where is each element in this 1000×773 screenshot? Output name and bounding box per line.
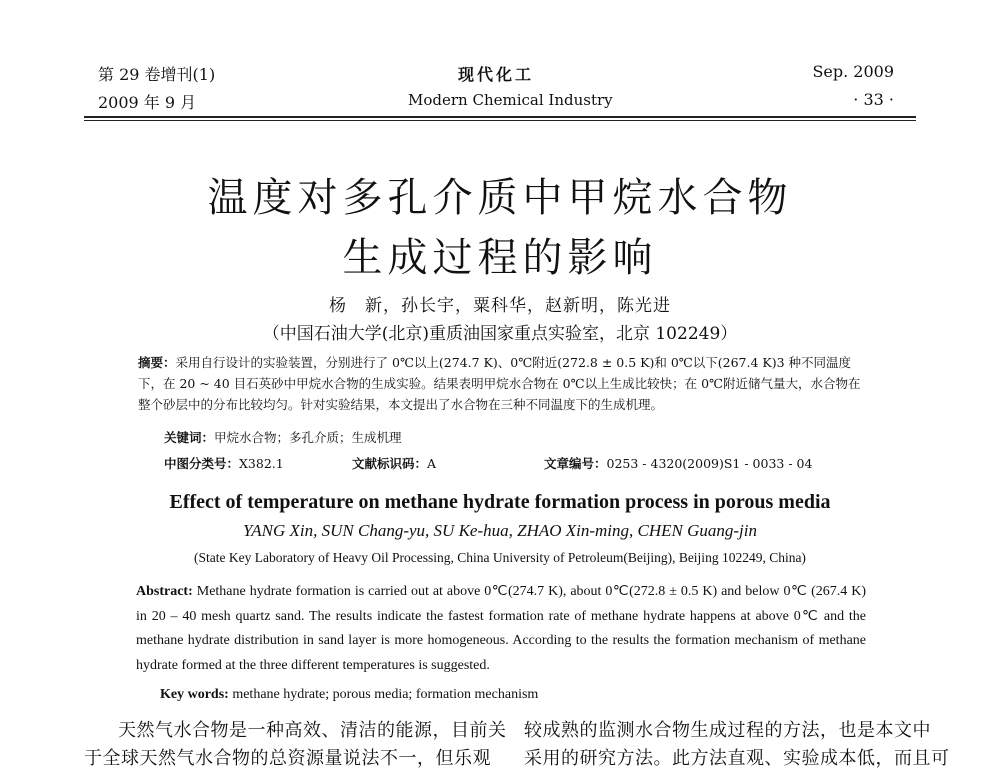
- keywords-en-text: methane hydrate; porous media; formation mechanism: [232, 687, 539, 702]
- abstract-en-text: Methane hydrate formation is carried out at above 0℃(274.7 K), about 0℃(272.8 ± 0.5 K) and below 0℃ (267.4 K) in 20 – 40 mesh quartz sand. The results indicate the fastest formation rate of methane hydrate happens at above 0℃ and the methane hydrate distribution in sand layer is more homogeneous. According to the results the formation mechanism of methane hydrate formed at the three different temperatures is suggested.: [136, 584, 867, 673]
- keywords-en-label: Key words:: [160, 687, 229, 702]
- article-number-label: 文章编号：: [544, 456, 607, 471]
- document-code-label: 文献标识码：: [352, 456, 428, 471]
- date-cn-label: 2009 年 9 月: [98, 93, 197, 112]
- keywords-cn: [164, 428, 402, 446]
- abstract-cn: [138, 352, 866, 415]
- article-number: [544, 454, 812, 472]
- body-right-line1: 较成熟的监测水合物生成过程的方法，也是本文中: [524, 720, 931, 741]
- affiliation-cn: （中国石油大学(北京)重质油国家重点实验室，北京 102249）: [262, 324, 738, 344]
- header-rule-thick: [84, 116, 916, 118]
- class-number-label: 中图分类号：: [164, 456, 240, 471]
- body-left-line1: 天然气水合物是一种高效、清洁的能源，目前关: [118, 720, 507, 741]
- class-number-value: X382.1: [239, 456, 284, 471]
- body-right-line2: 采用的研究方法。此方法直观、实验成本低，而且可: [524, 748, 950, 769]
- article-number-value: 0253 - 4320(2009)S1 - 0033 - 04: [606, 456, 813, 471]
- authors-en: YANG Xin, SUN Chang-yu, SU Ke-hua, ZHAO Xin-ming, CHEN Guang-jin: [243, 521, 757, 540]
- issue-label: 第 29 卷增刊(1): [98, 65, 216, 84]
- class-number: [164, 454, 284, 472]
- authors-cn: 杨 新，孙长宇，粟科华，赵新明，陈光进: [329, 296, 671, 316]
- document-code-value: A: [427, 456, 437, 471]
- abstract-cn-text: 采用自行设计的实验装置，分别进行了 0℃以上(274.7 K)、0℃附近(272.8 ± 0.5 K)和 0℃以下(267.4 K)3 种不同温度下，在 20 ~ 40 目石英砂中甲烷水合物的生成实验。结果表明甲烷水合物在 0℃以上生成比较快；在 0℃附近储气量大，水合物在整个砂层中的分布比较均匀。针对实验结果，本文提出了水合物在三种不同温度下的生成机理。: [138, 355, 861, 412]
- keywords-en: [160, 687, 538, 703]
- journal-name-en: Modern Chemical Industry: [408, 91, 613, 109]
- abstract-cn-label: 摘要：: [138, 355, 176, 370]
- paper-title-line1: 温度对多孔介质中甲烷水合物: [207, 175, 793, 221]
- abstract-en: [136, 580, 866, 678]
- document-code: [352, 454, 436, 472]
- body-left-line2: 于全球天然气水合物的总资源量说法不一，但乐观: [84, 748, 491, 769]
- journal-name-cn: 现代化工: [458, 65, 535, 84]
- paper-title-line2: 生成过程的影响: [342, 235, 658, 281]
- page-number: · 33 ·: [853, 90, 894, 109]
- paper-title-en: Effect of temperature on methane hydrate formation process in porous media: [169, 491, 831, 513]
- abstract-en-label: Abstract:: [136, 584, 193, 599]
- keywords-cn-text: 甲烷水合物；多孔介质；生成机理: [214, 430, 402, 445]
- header-rule-thin: [84, 120, 916, 121]
- date-en-label: Sep. 2009: [812, 62, 894, 81]
- affiliation-en: (State Key Laboratory of Heavy Oil Processing, China University of Petroleum(Beijing), Beijing 102249, China): [194, 550, 806, 565]
- keywords-cn-label: 关键词：: [164, 430, 215, 445]
